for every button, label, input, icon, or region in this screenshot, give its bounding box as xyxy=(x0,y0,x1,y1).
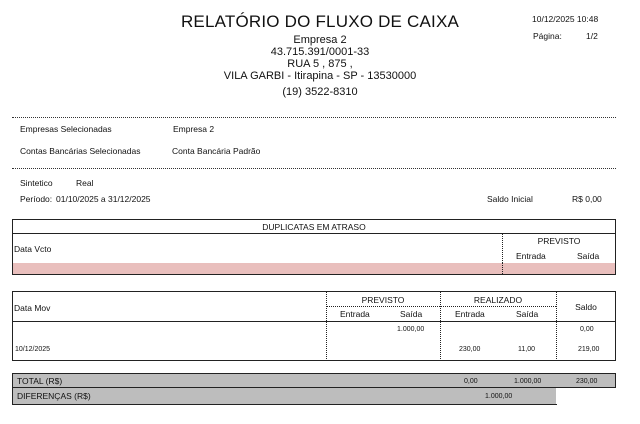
companies-value: Empresa 2 xyxy=(173,124,215,134)
difference-value: 1.000,00 xyxy=(485,393,513,400)
movements-realized-in: Entrada xyxy=(455,309,485,319)
overdue-col-in: Entrada xyxy=(516,251,546,261)
movements-group-realized: REALIZADO xyxy=(473,295,523,305)
table-row-planned-out: 1.000,00 xyxy=(397,326,425,333)
movements-col-balance: Saldo xyxy=(575,302,597,312)
difference-label: DIFERENÇAS (R$) xyxy=(17,391,91,401)
table-row-realized-in: 230,00 xyxy=(459,346,481,353)
total-balance: 230,00 xyxy=(576,378,598,385)
accounts-value: Conta Bancária Padrão xyxy=(172,146,261,156)
mode-value: Real xyxy=(76,178,94,188)
overdue-empty-row xyxy=(13,263,615,274)
initial-balance-label: Saldo Inicial xyxy=(487,194,533,204)
mode-label: Sintetico xyxy=(20,178,53,188)
company-name: Empresa 2 xyxy=(293,34,347,46)
total-planned-out: 1.000,00 xyxy=(514,378,542,385)
report-datetime: 10/12/2025 10:48 xyxy=(532,14,599,24)
table-rule xyxy=(615,373,616,387)
overdue-col-date: Data Vcto xyxy=(14,244,52,254)
total-planned-in: 0,00 xyxy=(464,378,478,385)
accounts-label: Contas Bancárias Selecionadas xyxy=(20,146,141,156)
divider xyxy=(12,168,616,169)
period-label: Período: xyxy=(20,194,53,204)
column-divider xyxy=(502,263,503,274)
movements-planned-out: Saída xyxy=(400,309,423,319)
table-row-date: 10/12/2025 xyxy=(15,346,51,353)
movements-planned-in: Entrada xyxy=(340,309,370,319)
movements-group-planned: PREVISTO xyxy=(361,295,405,305)
table-rule xyxy=(12,404,557,405)
overdue-col-out: Saída xyxy=(577,251,600,261)
period-value: 01/10/2025 a 31/12/2025 xyxy=(56,194,151,204)
divider xyxy=(12,117,616,118)
group-rule xyxy=(327,306,556,307)
overdue-title: DUPLICATAS EM ATRASO xyxy=(262,222,366,232)
company-address: RUA 5 , 875 , xyxy=(287,58,353,70)
company-city: VILA GARBI - Itirapina - SP - 13530000 xyxy=(223,70,417,82)
table-row-balance: 0,00 xyxy=(580,326,594,333)
movements-realized-out: Saída xyxy=(516,309,539,319)
initial-balance-value: R$ 0,00 xyxy=(572,194,602,204)
company-cnpj: 43.715.391/0001-33 xyxy=(270,46,370,58)
page-label: Página: xyxy=(533,31,562,41)
report-title: RELATÓRIO DO FLUXO DE CAIXA xyxy=(180,12,460,31)
table-rule xyxy=(12,233,616,234)
total-label: TOTAL (R$) xyxy=(17,376,63,386)
table-row-realized-out: 11,00 xyxy=(518,346,535,353)
companies-label: Empresas Selecionadas xyxy=(20,124,112,134)
movements-col-date: Data Mov xyxy=(14,303,51,313)
company-phone: (19) 3522-8310 xyxy=(282,86,358,98)
table-row-balance: 219,00 xyxy=(578,346,600,353)
table-rule xyxy=(12,321,616,322)
overdue-group-planned: PREVISTO xyxy=(537,236,581,246)
table-rule xyxy=(12,373,616,374)
page-number: 1/2 xyxy=(586,31,598,41)
difference-row xyxy=(13,388,556,404)
